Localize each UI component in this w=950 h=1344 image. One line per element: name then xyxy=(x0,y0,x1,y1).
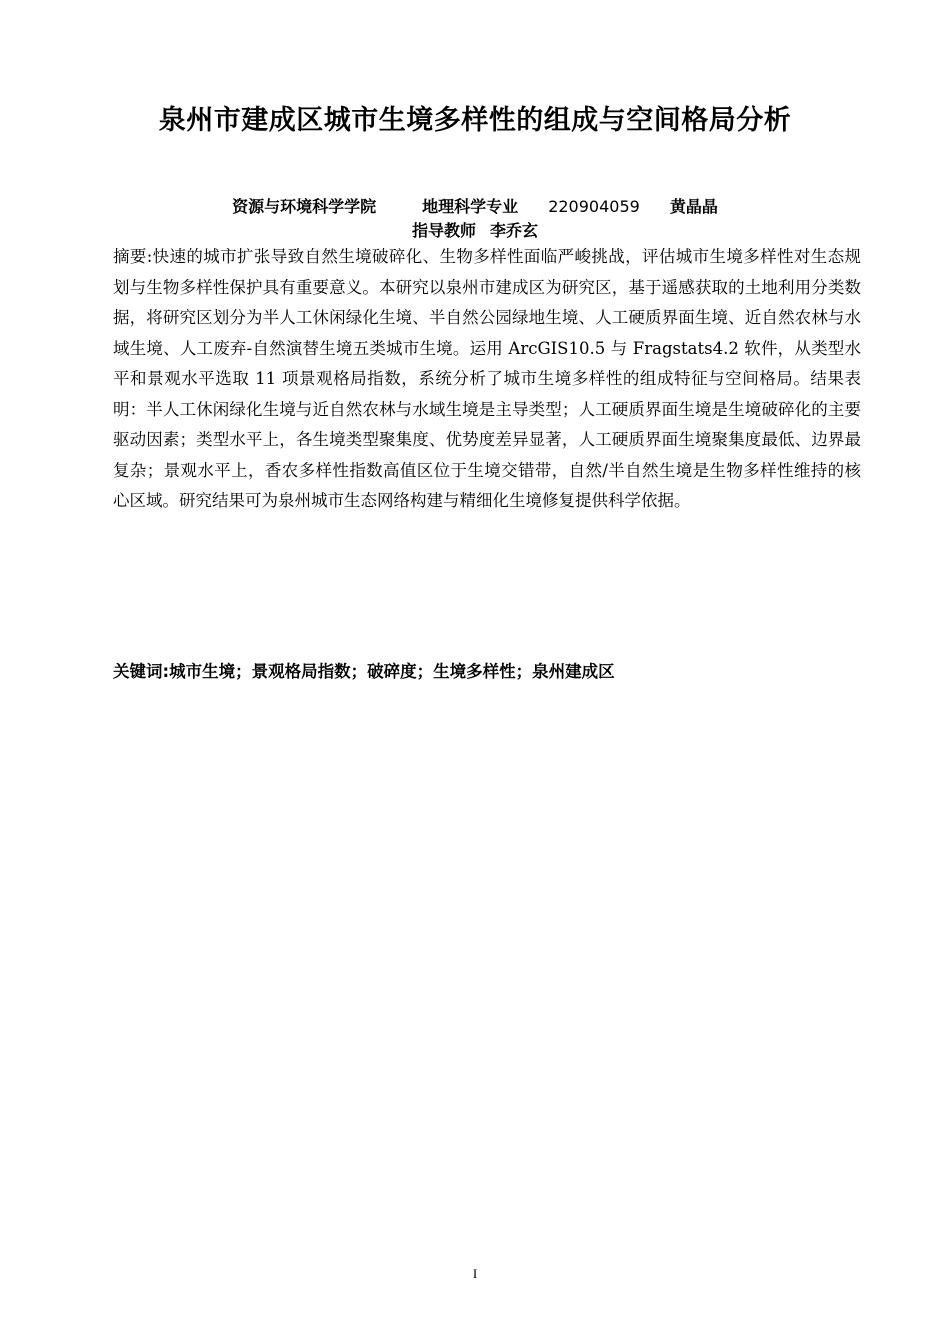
student-id: 220904059 xyxy=(548,197,640,216)
author-info-line xyxy=(0,194,950,217)
major-name: 地理科学专业 xyxy=(422,197,519,216)
keywords-line: 关键词:城市生境；景观格局指数；破碎度；生境多样性；泉州建成区 xyxy=(113,662,615,681)
advisor-label: 指导教师 xyxy=(411,221,476,240)
page-title: 泉州市建成区城市生境多样性的组成与空间格局分析 xyxy=(158,105,792,136)
advisor-line xyxy=(0,218,950,241)
abstract-paragraph: 摘要:快速的城市扩张导致自然生境破碎化、生物多样性面临严峻挑战，评估城市生境多样性对生态规划与生物多样性保护具有重要意义。本研究以泉州市建成区为研究区，基于遥感获取的土地利用分类数据，将研究区划分为半人工休闲绿化生境、半自然公园绿地生境、人工硬质界面生境、近自然农林与水域生境、人工废弃-自然演替生境五类城市生境。运用 ArcGIS10.5 与 Fragstats4.2 软件，从类型水平和景观水平选取 11 项景观格局指数，系统分析了城市生境多样性的组成特征与空间格局。结果表明：半人工休闲绿化生境与近自然农林与水域生境是主导类型；人工硬质界面生境是生境破碎化的主要驱动因素；类型水平上，各生境类型聚集度、优势度差异显著，人工硬质界面生境聚集度最低、边界最复杂；景观水平上，香农多样性指数高值区位于生境交错带，自然/半自然生境是生物多样性维持的核心区域。研究结果可为泉州城市生态网络构建与精细化生境修复提供科学依据。 xyxy=(113,247,861,510)
advisor-name: 李乔玄 xyxy=(490,221,539,240)
student-name: 黄晶晶 xyxy=(669,197,718,216)
page-number: I xyxy=(472,1266,478,1281)
college-name: 资源与环境科学学院 xyxy=(232,197,377,216)
